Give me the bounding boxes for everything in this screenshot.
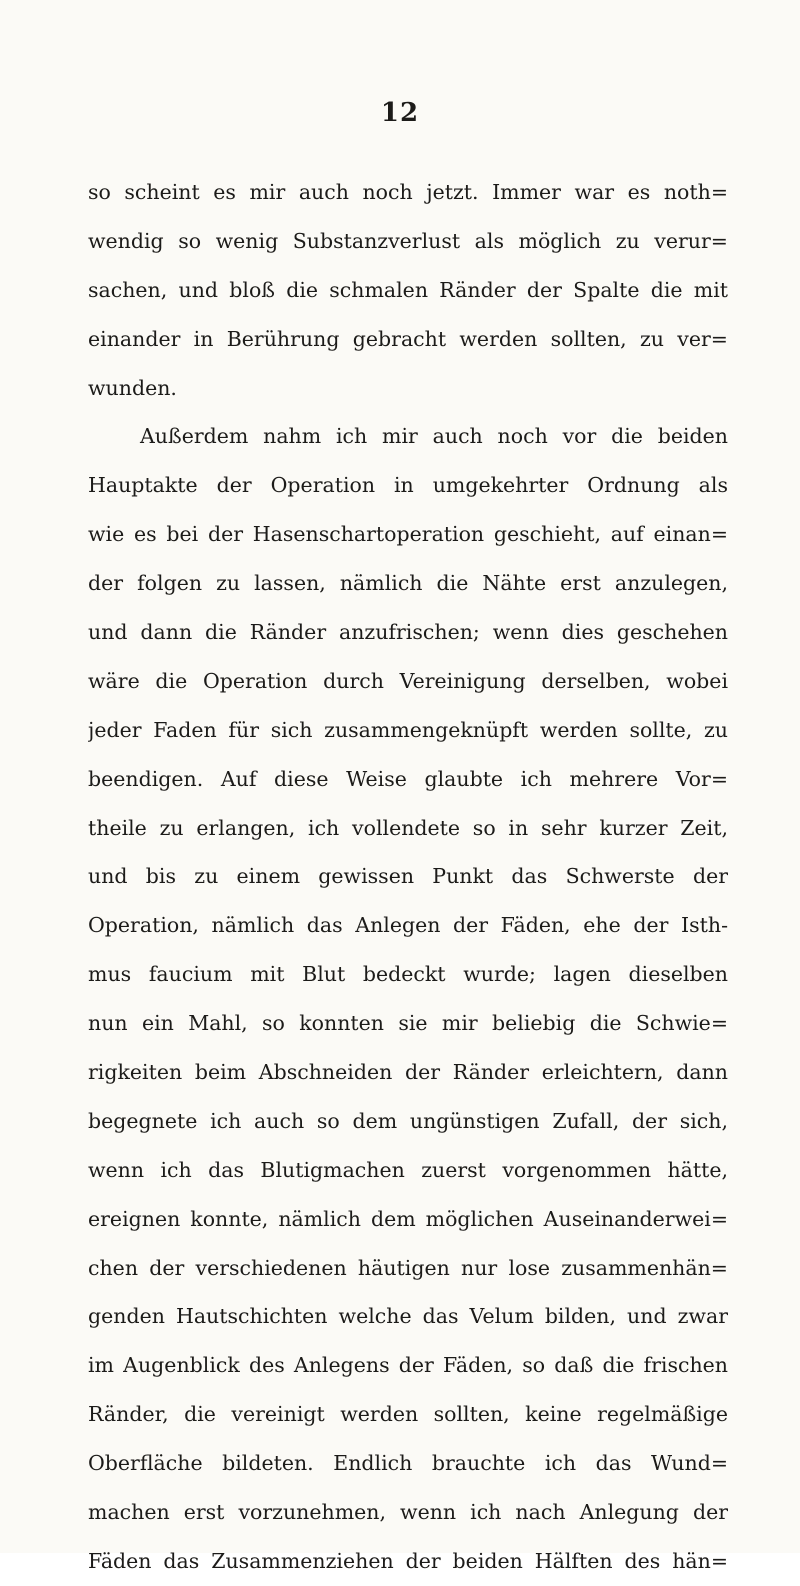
text-line: chen der verschiedenen häutigen nur lose zusammenhän=	[88, 1255, 728, 1280]
text-line: rigkeiten beim Abschneiden der Ränder erleichtern, dann	[88, 1060, 728, 1085]
text-line: so scheint es mir auch noch jetzt. Immer war es noth=	[88, 180, 728, 204]
text-line: ereignen konnte, nämlich dem möglichen Auseinanderwei=	[88, 1206, 728, 1231]
text-line: theile zu erlangen, ich vollendete so in sehr kurzer Zeit,	[88, 815, 728, 840]
text-line: mus faucium mit Blut bedeckt wurde; lagen dieselben	[88, 962, 728, 987]
text-line: Operation, nämlich das Anlegen der Fäden, ehe der Isth-	[88, 913, 728, 938]
text-line: machen erst vorzunehmen, wenn ich nach Anlegung der	[88, 1500, 728, 1525]
text-line: sachen, und bloß die schmalen Ränder der Spalte die mit	[88, 277, 728, 302]
text-line: begegnete ich auch so dem ungünstigen Zufall, der sich,	[88, 1108, 728, 1133]
text-line: im Augenblick des Anlegens der Fäden, so daß die frischen	[88, 1353, 728, 1378]
text-line: wäre die Operation durch Vereinigung derselben, wobei	[88, 668, 728, 693]
text-line: wunden.	[88, 375, 177, 400]
text-line: wie es bei der Hasenschartoperation geschieht, auf einan=	[88, 522, 728, 547]
text-line: und bis zu einem gewissen Punkt das Schwerste der	[88, 864, 728, 889]
text-line: Ränder, die vereinigt werden sollten, keine regelmäßige	[88, 1402, 728, 1427]
text-line: Hauptakte der Operation in umgekehrter Ordnung als	[88, 473, 728, 498]
text-line: und dann die Ränder anzufrischen; wenn dies geschehen	[88, 620, 728, 645]
page-number: 12	[380, 98, 420, 128]
text-line: Oberfläche bildeten. Endlich brauchte ich das Wund=	[88, 1451, 728, 1476]
text-line: wenn ich das Blutigmachen zuerst vorgenommen hätte,	[88, 1157, 728, 1182]
text-line: nun ein Mahl, so konnten sie mir beliebig die Schwie=	[88, 1011, 728, 1036]
body-text	[88, 168, 728, 1586]
text-line: beendigen. Auf diese Weise glaubte ich mehrere Vor=	[88, 766, 728, 791]
text-line: Fäden das Zusammenziehen der beiden Hälften des hän=	[88, 1548, 728, 1573]
text-line: genden Hautschichten welche das Velum bilden, und zwar	[88, 1304, 728, 1329]
text-line: der folgen zu lassen, nämlich die Nähte erst anzulegen,	[88, 571, 728, 596]
text-line: wendig so wenig Substanzverlust als möglich zu verur=	[88, 228, 728, 253]
text-line: Außerdem nahm ich mir auch noch vor die beiden	[140, 424, 728, 449]
text-line: jeder Faden für sich zusammengeknüpft werden sollte, zu	[88, 717, 728, 742]
text-line: einander in Berührung gebracht werden sollten, zu ver=	[88, 326, 728, 351]
